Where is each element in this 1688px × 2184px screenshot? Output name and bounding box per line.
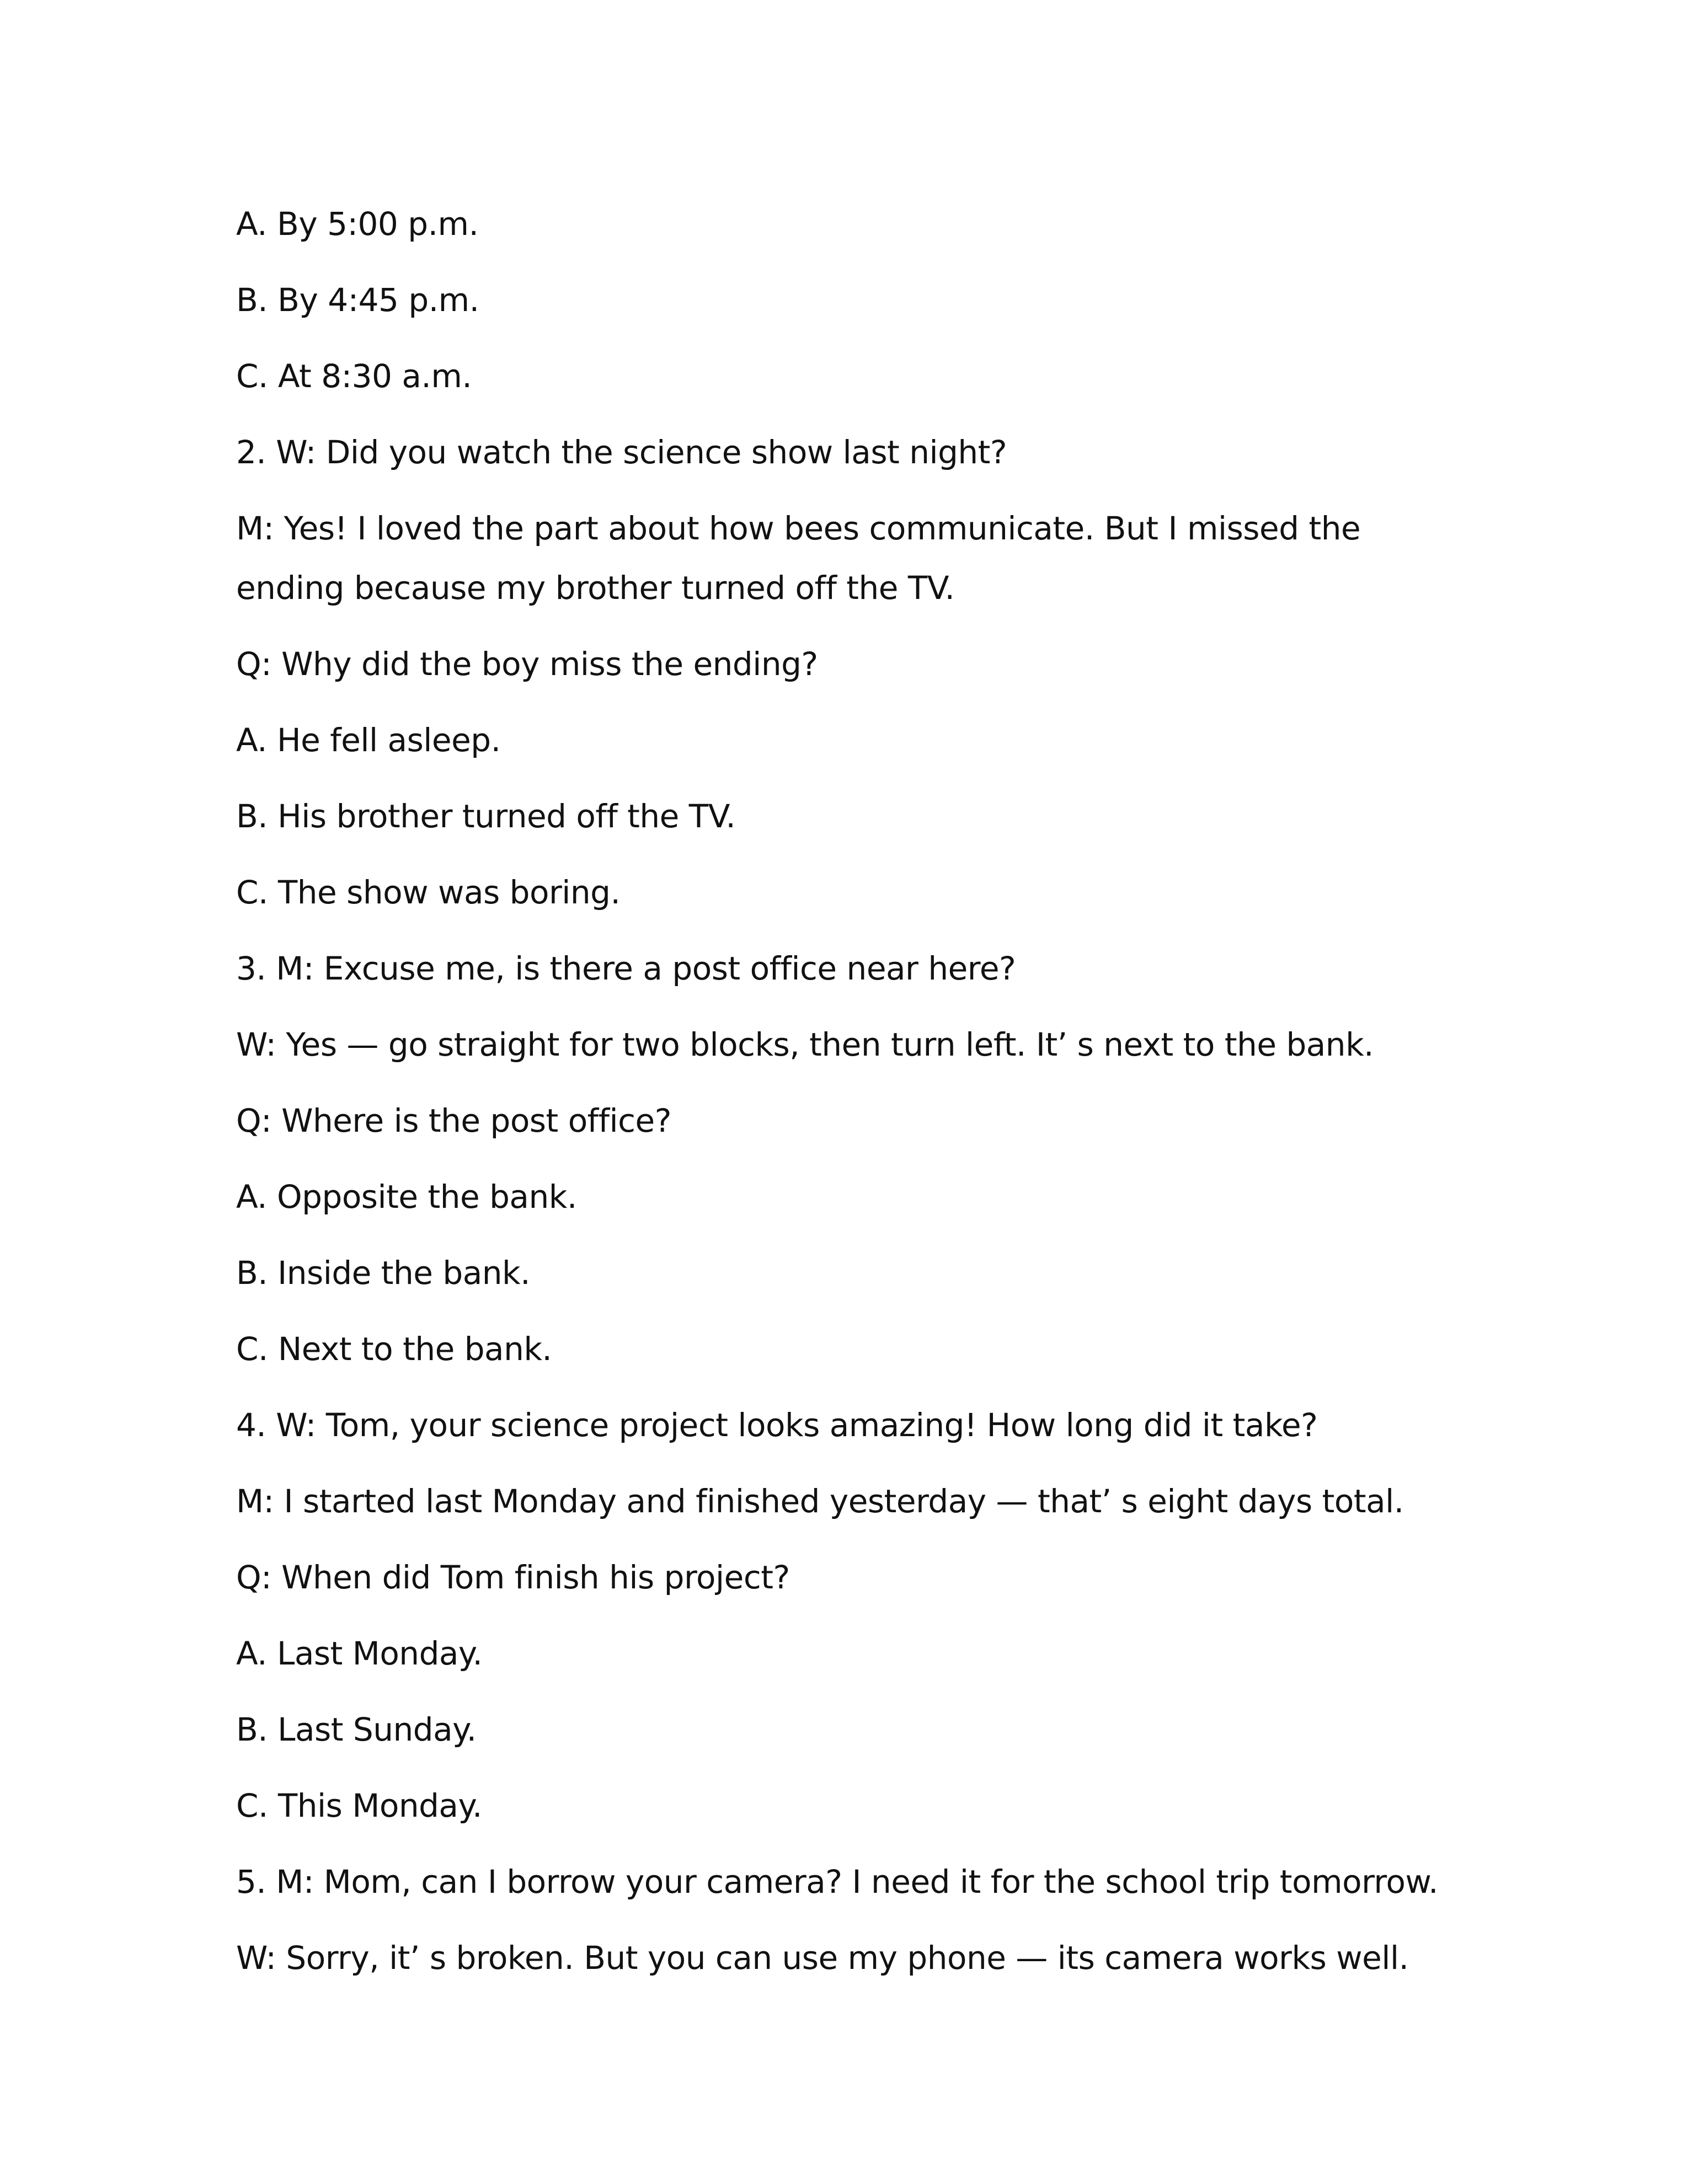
question-4-option-c: C. This Monday. [236, 1787, 482, 1824]
question-3-option-b: B. Inside the bank. [236, 1254, 531, 1292]
question-3-dialogue-w: W: Yes — go straight for two blocks, then turn left. It’ s next to the bank. [236, 1026, 1374, 1063]
question-2-dialogue-m: M: Yes! I loved the part about how bees communicate. But I missed the ending because my brother turned off the TV. [236, 510, 1361, 607]
document-body [236, 194, 1477, 2004]
question-5-dialogue-m: 5. M: Mom, can I borrow your camera? I need it for the school trip tomorrow. [236, 1863, 1438, 1901]
question-3-option-a: A. Opposite the bank. [236, 1178, 577, 1216]
question-4-dialogue-m: M: I started last Monday and finished yesterday — that’ s eight days total. [236, 1482, 1404, 1520]
question-2-option-c: C. The show was boring. [236, 874, 621, 911]
question-2-option-b: B. His brother turned off the TV. [236, 797, 736, 835]
question-3-dialogue-m: 3. M: Excuse me, is there a post office near here? [236, 950, 1016, 987]
option-c-line: C. At 8:30 a.m. [236, 357, 472, 395]
question-2-dialogue-w: 2. W: Did you watch the science show last night? [236, 433, 1007, 471]
question-5-dialogue-w: W: Sorry, it’ s broken. But you can use my phone — its camera works well. [236, 1939, 1409, 1977]
question-2-option-a: A. He fell asleep. [236, 721, 501, 759]
option-b-line: B. By 4:45 p.m. [236, 281, 479, 319]
question-3-option-c: C. Next to the bank. [236, 1330, 552, 1368]
question-4-prompt: Q: When did Tom finish his project? [236, 1559, 790, 1596]
question-4-dialogue-w: 4. W: Tom, your science project looks amazing! How long did it take? [236, 1406, 1318, 1444]
question-4-option-a: A. Last Monday. [236, 1635, 483, 1672]
question-4-option-b: B. Last Sunday. [236, 1711, 477, 1748]
option-a-line: A. By 5:00 p.m. [236, 205, 479, 243]
question-3-prompt: Q: Where is the post office? [236, 1102, 671, 1139]
question-2-prompt: Q: Why did the boy miss the ending? [236, 645, 818, 683]
